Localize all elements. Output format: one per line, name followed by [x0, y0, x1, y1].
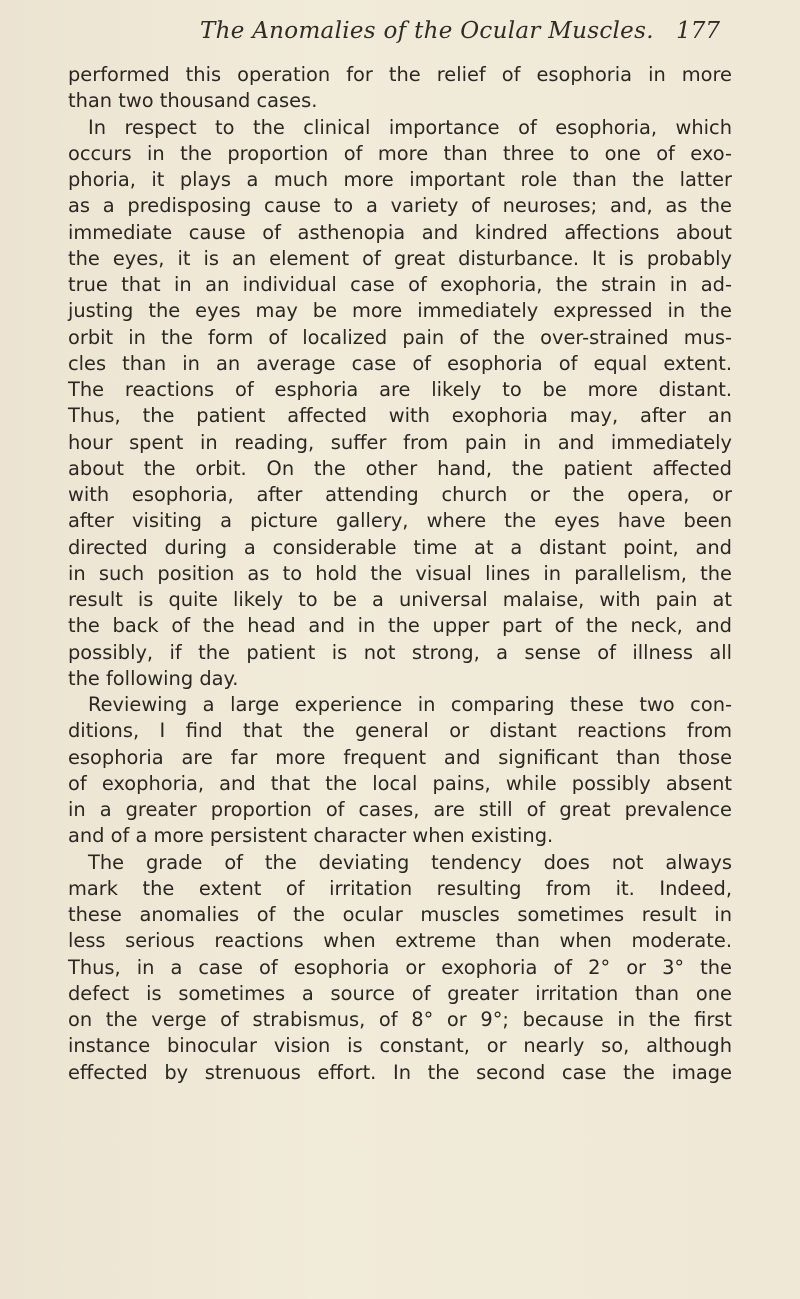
text-line: performed this operation for the relief of esophoria in more	[68, 63, 732, 86]
text-line: about the orbit. On the other hand, the patient affected	[68, 456, 732, 480]
text-line: than two thousand cases.	[68, 89, 318, 113]
text-line: as a predisposing cause to a variety of neuroses; and, as the	[68, 194, 732, 218]
text-line: the eyes, it is an element of great disturbance. It is probably	[68, 246, 732, 270]
text-line: the back of the head and in the upper part of the neck, and	[68, 614, 732, 638]
text-line: these anomalies of the ocular muscles sometimes result in	[68, 903, 732, 926]
text-line: possibly, if the patient is not strong, a sense of illness all	[68, 640, 732, 664]
text-line: hour spent in reading, suffer from pain in and immediately	[68, 430, 732, 454]
running-head: The Anomalies of the Ocular Muscles.	[200, 18, 654, 44]
text-line: with esophoria, after attending church or the opera, or	[68, 483, 732, 506]
text-line: occurs in the proportion of more than three to one of exo-	[68, 141, 732, 165]
text-line: The reactions of esphoria are likely to be more distant.	[68, 378, 732, 401]
text-line: The grade of the deviating tendency does not always	[88, 850, 732, 874]
text-line: in such position as to hold the visual lines in parallelism, the	[68, 561, 732, 585]
text-line: orbit in the form of localized pain of the over-strained mus-	[68, 325, 732, 349]
page-header	[200, 18, 720, 58]
text-line: result is quite likely to be a universal malaise, with pain at	[68, 588, 732, 611]
text-line: immediate cause of asthenopia and kindred affections about	[68, 220, 732, 244]
text-line: the following day.	[68, 666, 239, 690]
text-line: cles than in an average case of esophoria of equal extent.	[68, 351, 732, 375]
page-number: 177	[676, 18, 720, 44]
text-line: on the verge of strabismus, of 8° or 9°; because in the first	[68, 1008, 732, 1031]
text-line: instance binocular vision is constant, or nearly so, although	[68, 1034, 732, 1058]
body-text	[68, 62, 732, 1086]
text-line: true that in an individual case of exophoria, the strain in ad-	[68, 273, 732, 296]
text-line: In respect to the clinical importance of esophoria, which	[88, 115, 732, 139]
text-line: Thus, in a case of esophoria or exophoria of 2° or 3° the	[68, 955, 732, 979]
text-line: phoria, it plays a much more important role than the latter	[68, 168, 732, 191]
text-line: directed during a considerable time at a distant point, and	[68, 535, 732, 559]
text-line: effected by strenuous effort. In the second case the image	[68, 1060, 732, 1084]
text-line: Reviewing a large experience in comparing these two con-	[88, 693, 732, 716]
text-line: ditions, I find that the general or distant reactions from	[68, 719, 732, 743]
text-line: after visiting a picture gallery, where the eyes have been	[68, 509, 732, 533]
text-line: in a greater proportion of cases, are still of great prevalence	[68, 798, 732, 821]
text-line: justing the eyes may be more immediately expressed in the	[68, 299, 732, 323]
text-line: esophoria are far more frequent and significant than those	[68, 745, 732, 769]
text-line: and of a more persistent character when existing.	[68, 824, 554, 848]
text-line: Thus, the patient affected with exophoria may, after an	[68, 404, 732, 428]
text-line: less serious reactions when extreme than when moderate.	[68, 929, 732, 953]
text-line: defect is sometimes a source of greater irritation than one	[68, 981, 732, 1005]
text-line: mark the extent of irritation resulting from it. Indeed,	[68, 876, 732, 900]
text-line: of exophoria, and that the local pains, while possibly absent	[68, 771, 732, 795]
